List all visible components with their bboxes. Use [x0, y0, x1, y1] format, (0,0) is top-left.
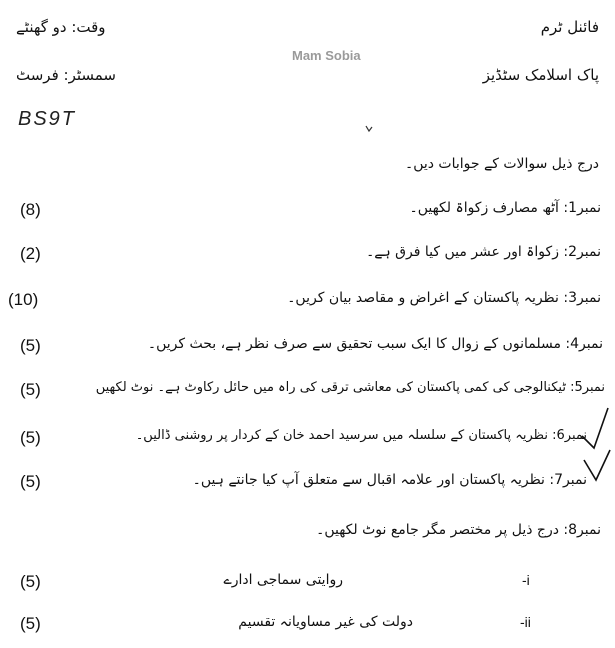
question-marks: (5): [20, 472, 41, 491]
question-8: [316, 522, 601, 538]
sub-item-marks: (5): [20, 572, 41, 591]
question-6: [136, 428, 587, 443]
question-text: نظریہ پاکستان کے سلسلہ میں سرسید احمد خان کے کردار پر روشنی ڈالیں۔: [135, 428, 548, 443]
question-4: [148, 336, 603, 352]
question-marks: (10): [8, 290, 39, 309]
question-text: ٹیکنالوجی کی کمی پاکستان کی معاشی ترقی کی راہ میں حائل رکاوٹ ہے۔ نوٹ لکھیں: [95, 380, 566, 395]
question-marks: (5): [20, 428, 41, 447]
subject-name: پاک اسلامک سٹڈیز: [482, 66, 599, 84]
question-text: مسلمانوں کے زوال کا ایک سبب تحقیق سے صرف نظر ہے، بحث کریں۔: [147, 336, 561, 352]
question-marks: (5): [20, 336, 41, 355]
exam-title: فائنل ٹرم: [540, 18, 599, 36]
question-label: نمبر2:: [563, 244, 601, 260]
question-marks: (2): [20, 244, 41, 263]
question-label: نمبر3:: [563, 290, 601, 306]
sub-item-label: -i: [522, 572, 530, 588]
question-text: درج ذیل پر مختصر مگر جامع نوٹ لکھیں۔: [316, 522, 559, 538]
question-3: [287, 290, 601, 306]
sub-item-text: دولت کی غیر مساویانہ تقسیم: [238, 614, 413, 630]
question-marks: (8): [20, 200, 41, 219]
sub-item-text: روایتی سماجی ادارے: [223, 572, 343, 588]
class-code: BS9T: [18, 108, 77, 130]
question-label: نمبر4:: [565, 336, 603, 352]
watermark: Mam Sobia: [292, 48, 361, 63]
stray-mark-icon: [364, 124, 374, 134]
sub-item-label: -ii: [520, 614, 531, 630]
question-marks: (5): [20, 380, 41, 399]
question-label: نمبر1:: [563, 200, 601, 216]
question-text: نظریہ پاکستان کے اغراض و مقاصد بیان کریں۔: [287, 290, 559, 306]
handwritten-check-icon: [578, 404, 612, 488]
question-label: نمبر6:: [552, 428, 587, 443]
semester-label: سمسٹر: فرسٹ: [16, 66, 116, 84]
exam-time: وقت: دو گھنٹے: [16, 18, 106, 36]
question-1: [410, 200, 602, 216]
question-label: نمبر7:: [549, 472, 587, 488]
instructions: درج ذیل سوالات کے جوابات دیں۔: [404, 156, 599, 172]
question-label: نمبر8:: [563, 522, 601, 538]
question-label: نمبر5:: [570, 380, 605, 395]
question-text: زکواۃ اور عشر میں کیا فرق ہے۔: [366, 244, 559, 260]
question-2: [366, 244, 601, 260]
question-7: [193, 472, 587, 488]
question-text: آٹھ مصارف زکواۃ لکھیں۔: [409, 200, 559, 216]
question-5: [96, 380, 605, 395]
sub-item-marks: (5): [20, 614, 41, 633]
question-text: نظریہ پاکستان اور علامہ اقبال سے متعلق آپ کیا جانتے ہیں۔: [192, 472, 545, 488]
